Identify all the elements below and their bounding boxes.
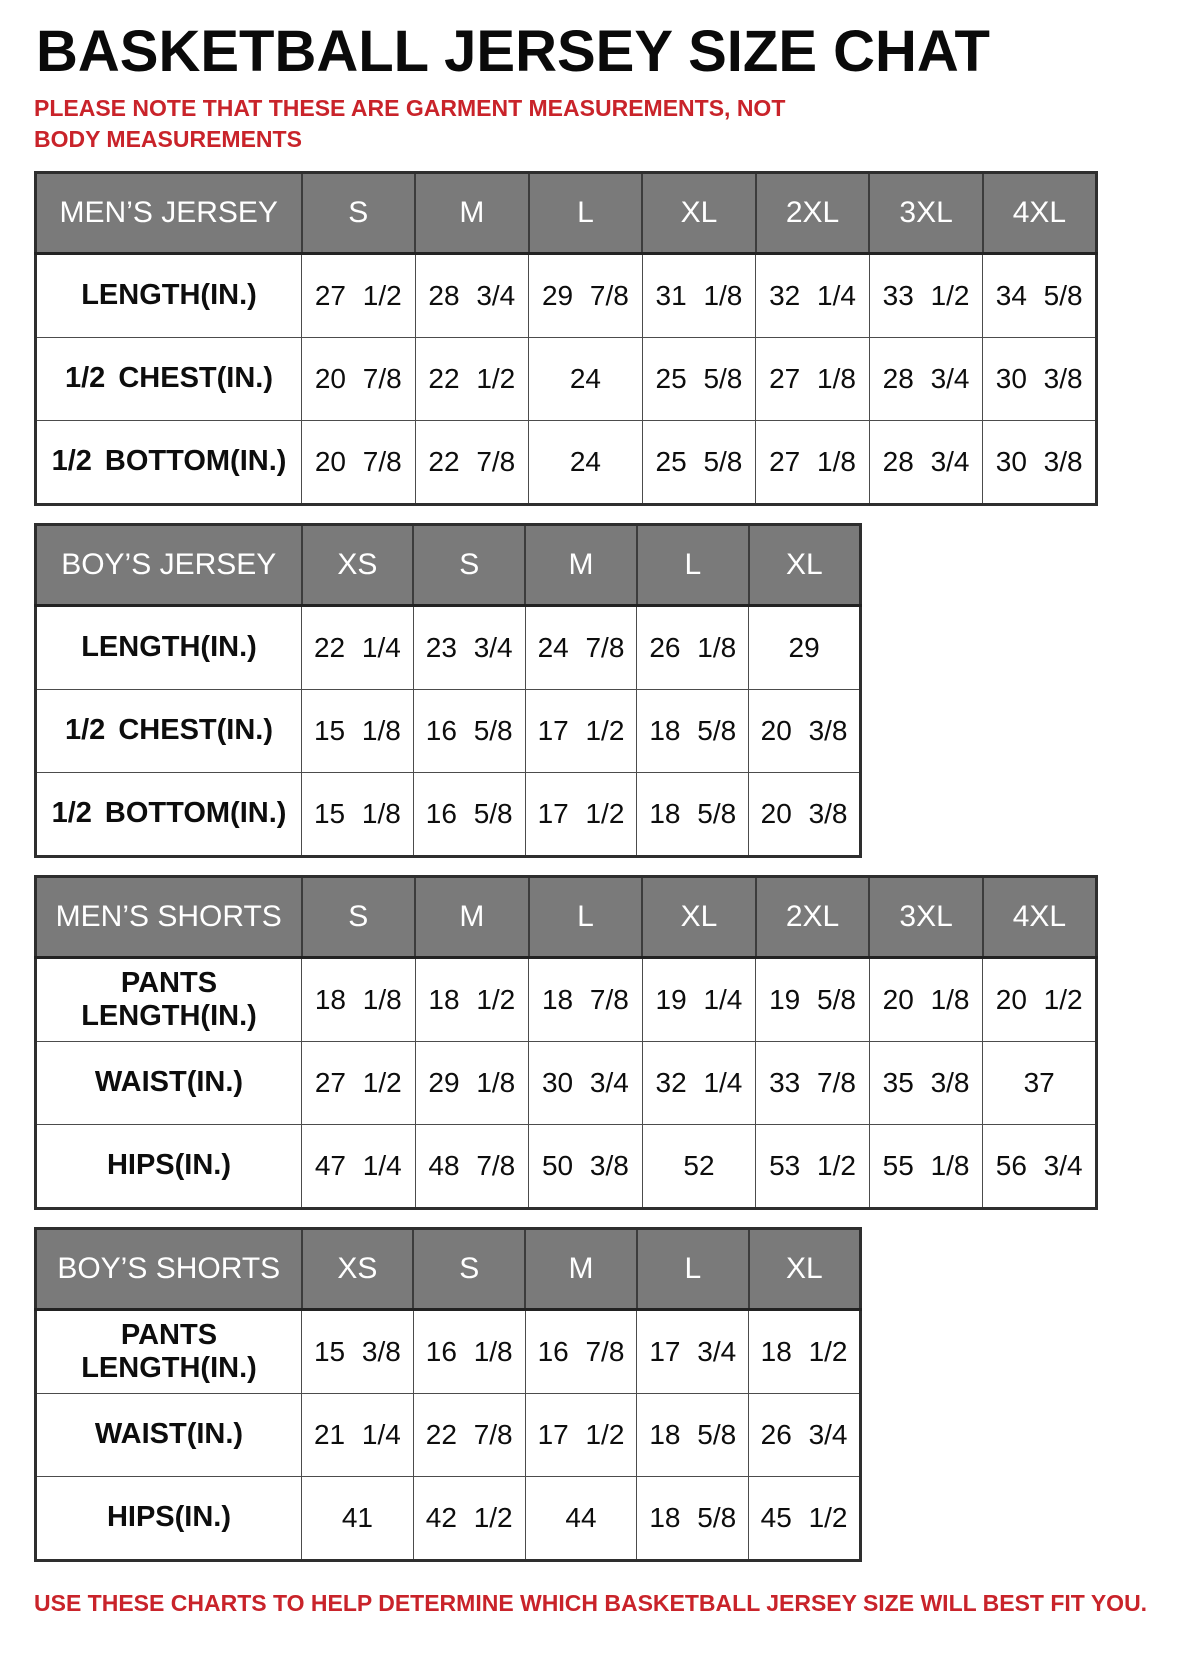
cell: 16 1/8 (413, 1309, 525, 1393)
cell: 18 5/8 (637, 1393, 749, 1476)
size-header-l: L (529, 876, 643, 957)
table-row (36, 420, 1097, 504)
cell: 18 7/8 (529, 957, 643, 1041)
cell: 47 1/4 (302, 1124, 416, 1208)
cell: 37 (983, 1041, 1097, 1124)
size-header-m: M (525, 1228, 637, 1309)
size-header-4xl: 4XL (983, 876, 1097, 957)
cell: 41 (302, 1476, 414, 1560)
boys-jersey-table (34, 523, 862, 858)
cell: 17 1/2 (525, 1393, 637, 1476)
row-label: HIPS(IN.) (36, 1124, 302, 1208)
table-row (36, 689, 861, 772)
size-header-2xl: 2XL (756, 172, 870, 253)
mens-jersey-title-cell: MEN’S JERSEY (36, 172, 302, 253)
cell: 45 1/2 (749, 1476, 861, 1560)
garment-measurement-note: PLEASE NOTE THAT THESE ARE GARMENT MEASUREMENTS, NOT BODY MEASUREMENTS (34, 94, 786, 152)
cell: 18 5/8 (637, 1476, 749, 1560)
row-label: PANTS LENGTH(IN.) (36, 1309, 302, 1393)
mens-shorts-header-row (36, 876, 1097, 957)
cell: 29 1/8 (415, 1041, 529, 1124)
size-header-l: L (637, 524, 749, 605)
cell: 25 5/8 (642, 420, 756, 504)
cell: 19 1/4 (642, 957, 756, 1041)
cell: 30 3/8 (983, 337, 1097, 420)
size-header-s: S (302, 876, 416, 957)
boys-jersey-title-cell: BOY’S JERSEY (36, 524, 302, 605)
cell: 29 (749, 605, 861, 689)
cell: 28 3/4 (869, 420, 983, 504)
cell: 24 (529, 420, 643, 504)
table-row (36, 1476, 861, 1560)
cell: 44 (525, 1476, 637, 1560)
table-row (36, 605, 861, 689)
row-label: HIPS(IN.) (36, 1476, 302, 1560)
cell: 50 3/8 (529, 1124, 643, 1208)
cell: 22 7/8 (415, 420, 529, 504)
table-row (36, 1124, 1097, 1208)
cell: 35 3/8 (869, 1041, 983, 1124)
mens-shorts-title-cell: MEN’S SHORTS (36, 876, 302, 957)
row-label: LENGTH(IN.) (36, 605, 302, 689)
page-title: BASKETBALL JERSEY SIZE CHAT (36, 19, 990, 84)
cell: 17 3/4 (637, 1309, 749, 1393)
size-header-2xl: 2XL (756, 876, 870, 957)
cell: 34 5/8 (983, 253, 1097, 337)
cell: 15 1/8 (302, 772, 414, 856)
cell: 22 7/8 (413, 1393, 525, 1476)
size-header-xl: XL (749, 524, 861, 605)
size-header-3xl: 3XL (869, 172, 983, 253)
cell: 20 3/8 (749, 772, 861, 856)
cell: 28 3/4 (415, 253, 529, 337)
cell: 27 1/8 (756, 420, 870, 504)
row-label: 1/2 CHEST(IN.) (36, 689, 302, 772)
table-row (36, 337, 1097, 420)
mens-jersey-table (34, 171, 1098, 506)
cell: 17 1/2 (525, 772, 637, 856)
cell: 20 1/8 (869, 957, 983, 1041)
cell: 28 3/4 (869, 337, 983, 420)
cell: 20 7/8 (302, 337, 416, 420)
cell: 48 7/8 (415, 1124, 529, 1208)
size-header-l: L (529, 172, 643, 253)
size-header-s: S (413, 1228, 525, 1309)
size-header-s: S (302, 172, 416, 253)
cell: 24 (529, 337, 643, 420)
cell: 21 1/4 (302, 1393, 414, 1476)
cell: 17 1/2 (525, 689, 637, 772)
cell: 20 7/8 (302, 420, 416, 504)
size-header-l: L (637, 1228, 749, 1309)
cell: 16 7/8 (525, 1309, 637, 1393)
cell: 26 3/4 (749, 1393, 861, 1476)
fit-advice-note: USE THESE CHARTS TO HELP DETERMINE WHICH BASKETBALL JERSEY SIZE WILL BEST FIT YOU. (34, 1589, 1148, 1616)
table-row (36, 1393, 861, 1476)
row-label: LENGTH(IN.) (36, 253, 302, 337)
cell: 25 5/8 (642, 337, 756, 420)
cell: 18 1/8 (302, 957, 416, 1041)
size-header-xl: XL (642, 172, 756, 253)
cell: 19 5/8 (756, 957, 870, 1041)
cell: 22 1/2 (415, 337, 529, 420)
row-label: 1/2 BOTTOM(IN.) (36, 420, 302, 504)
table-row (36, 772, 861, 856)
size-header-xs: XS (302, 1228, 414, 1309)
cell: 20 1/2 (983, 957, 1097, 1041)
cell: 18 5/8 (637, 689, 749, 772)
size-header-m: M (415, 172, 529, 253)
row-label: 1/2 CHEST(IN.) (36, 337, 302, 420)
boys-shorts-header-row (36, 1228, 861, 1309)
size-header-xl: XL (749, 1228, 861, 1309)
row-label: 1/2 BOTTOM(IN.) (36, 772, 302, 856)
cell: 15 3/8 (302, 1309, 414, 1393)
size-header-xl: XL (642, 876, 756, 957)
cell: 26 1/8 (637, 605, 749, 689)
cell: 32 1/4 (756, 253, 870, 337)
cell: 32 1/4 (642, 1041, 756, 1124)
size-header-m: M (525, 524, 637, 605)
table-row (36, 957, 1097, 1041)
cell: 33 1/2 (869, 253, 983, 337)
mens-jersey-header-row (36, 172, 1097, 253)
cell: 27 1/2 (302, 253, 416, 337)
table-row (36, 253, 1097, 337)
table-row (36, 1041, 1097, 1124)
cell: 24 7/8 (525, 605, 637, 689)
cell: 33 7/8 (756, 1041, 870, 1124)
mens-shorts-table (34, 875, 1098, 1210)
cell: 27 1/2 (302, 1041, 416, 1124)
cell: 31 1/8 (642, 253, 756, 337)
row-label: WAIST(IN.) (36, 1041, 302, 1124)
cell: 18 1/2 (415, 957, 529, 1041)
boys-shorts-title-cell: BOY’S SHORTS (36, 1228, 302, 1309)
cell: 30 3/4 (529, 1041, 643, 1124)
cell: 15 1/8 (302, 689, 414, 772)
cell: 42 1/2 (413, 1476, 525, 1560)
size-header-m: M (415, 876, 529, 957)
cell: 27 1/8 (756, 337, 870, 420)
cell: 20 3/8 (749, 689, 861, 772)
cell: 23 3/4 (413, 605, 525, 689)
cell: 55 1/8 (869, 1124, 983, 1208)
cell: 16 5/8 (413, 689, 525, 772)
row-label: WAIST(IN.) (36, 1393, 302, 1476)
cell: 29 7/8 (529, 253, 643, 337)
cell: 56 3/4 (983, 1124, 1097, 1208)
boys-jersey-header-row (36, 524, 861, 605)
cell: 18 5/8 (637, 772, 749, 856)
size-header-4xl: 4XL (983, 172, 1097, 253)
row-label: PANTS LENGTH(IN.) (36, 957, 302, 1041)
size-header-s: S (413, 524, 525, 605)
size-header-3xl: 3XL (869, 876, 983, 957)
cell: 18 1/2 (749, 1309, 861, 1393)
boys-shorts-table (34, 1227, 862, 1562)
cell: 30 3/8 (983, 420, 1097, 504)
table-row (36, 1309, 861, 1393)
cell: 52 (642, 1124, 756, 1208)
size-header-xs: XS (302, 524, 414, 605)
cell: 22 1/4 (302, 605, 414, 689)
cell: 16 5/8 (413, 772, 525, 856)
cell: 53 1/2 (756, 1124, 870, 1208)
